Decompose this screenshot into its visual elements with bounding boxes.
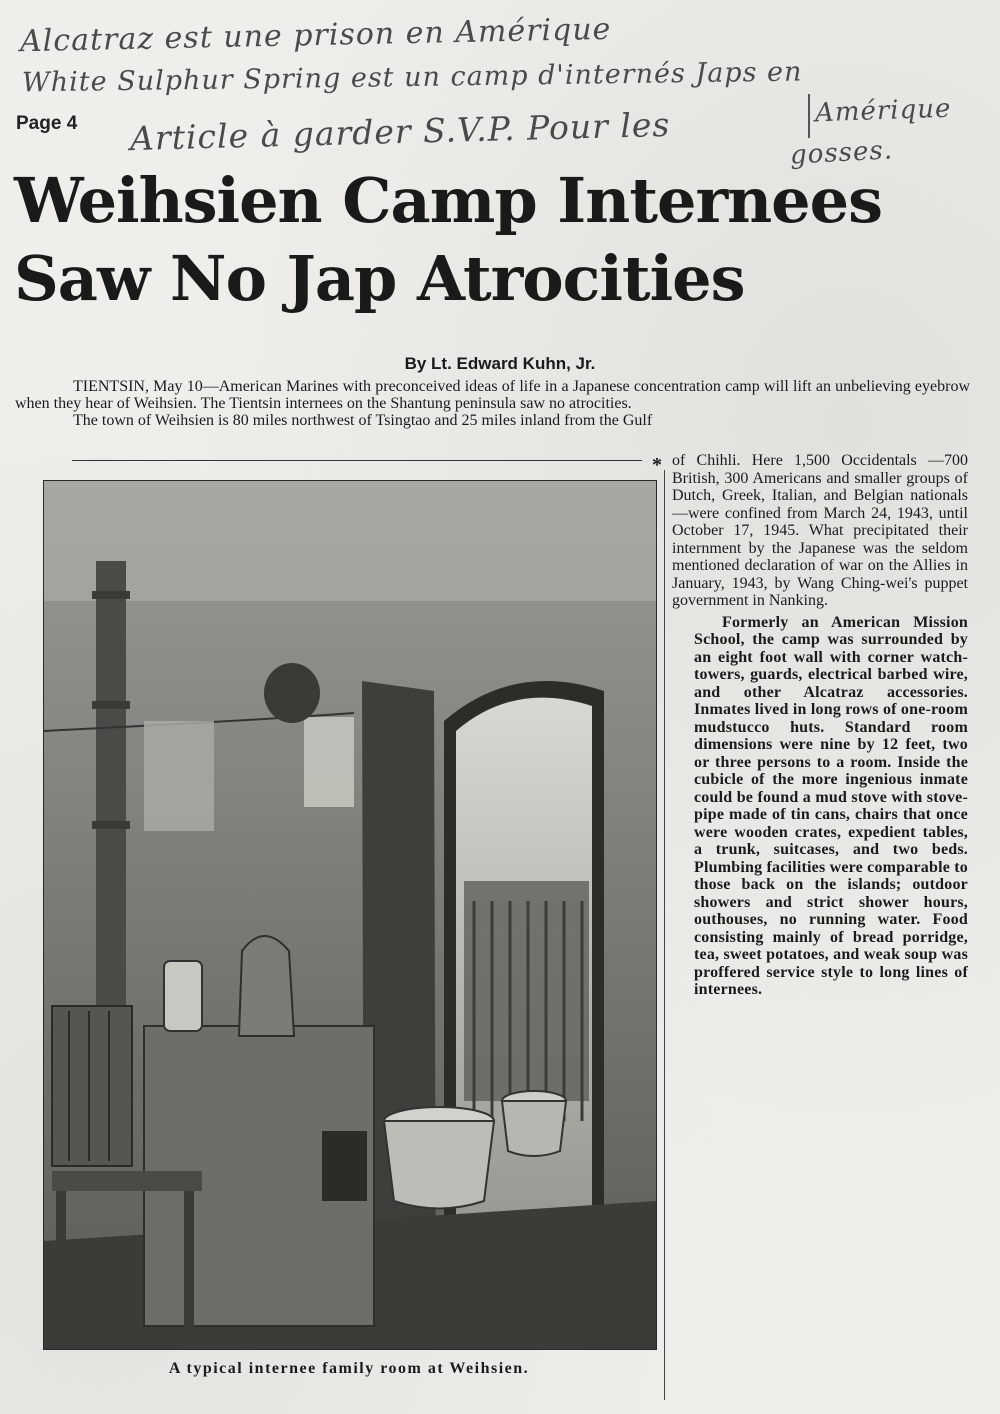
headline-line-1: Weihsien Camp Internees	[14, 164, 882, 237]
article-headline	[14, 162, 994, 318]
underline-rule	[72, 460, 642, 461]
handwritten-note-line-3: Article à garder S.V.P. Pour les	[129, 104, 671, 159]
column-paragraph-2: Formerly an American Mission School, the camp was surrounded by an eight foot wall with corner watch-towers, guards, electrical barbed wire, and other Alcatraz accessories. Inmates lived in long rows of one-room mudstucco huts. Standard room dimensions were nine by 12 feet, two or three persons to a room. Inside the cubicle of the more ingenious inmate could be found a mud stove with stove-pipe made of tin cans, chairs that once were wooden crates, expedient tables, a trunk, suitcases, and two beds. Plumbing facilities were comparable to those back on the islands; outdoor showers and strict shower hours, outhouses, no running water. Food consisting mainly of bread porridge, tea, sweet potatoes, and weak soup was proffered service style to long lines of internees.	[694, 613, 968, 998]
handwritten-bracket	[808, 94, 810, 138]
second-paragraph-start: The town of Weihsien is 80 miles northwest of Tsingtao and 25 miles inland from the Gulf	[73, 412, 653, 429]
handwritten-note-right-2: gosses.	[789, 135, 894, 171]
handwritten-note-right-1: Amérique	[814, 93, 952, 129]
article-photo	[43, 480, 657, 1350]
headline-line-2: Saw No Jap Atrocities	[14, 242, 745, 315]
margin-asterisk: *	[652, 454, 662, 476]
right-column-text	[672, 452, 968, 999]
handwritten-note-line-2: White Sulphur Spring est un camp d'internés Japs en	[21, 56, 803, 99]
handwritten-note-line-1: Alcatraz est une prison en Amérique	[19, 11, 612, 60]
page-number: Page 4	[16, 113, 78, 134]
byline: By Lt. Edward Kuhn, Jr.	[404, 354, 596, 373]
lead-paragraph: TIENTSIN, May 10—American Marines with preconceived ideas of life in a Japanese concentration camp will lift an unbelieving eyebrow when they hear of Weihsien. The Tientsin internees on the Shantung peninsula saw no atrocities.	[15, 378, 970, 412]
column-paragraph-1: of Chihli. Here 1,500 Occidentals —700 British, 300 Americans and smaller groups of Dutch, Greek, Italian, and Belgian nationals—were confined from March 24, 1943, until October 17, 1945. What precipitated their internment by the Japanese was the seldom mentioned declaration of war on the Allies in January, 1943, by Wang Ching-wei's puppet government in Nanking.	[672, 452, 968, 609]
photo-caption: A typical internee family room at Weihsien.	[168, 1360, 530, 1377]
column-rule	[664, 470, 665, 1400]
lead-text	[15, 378, 970, 429]
internee-room-illustration	[44, 481, 656, 1349]
